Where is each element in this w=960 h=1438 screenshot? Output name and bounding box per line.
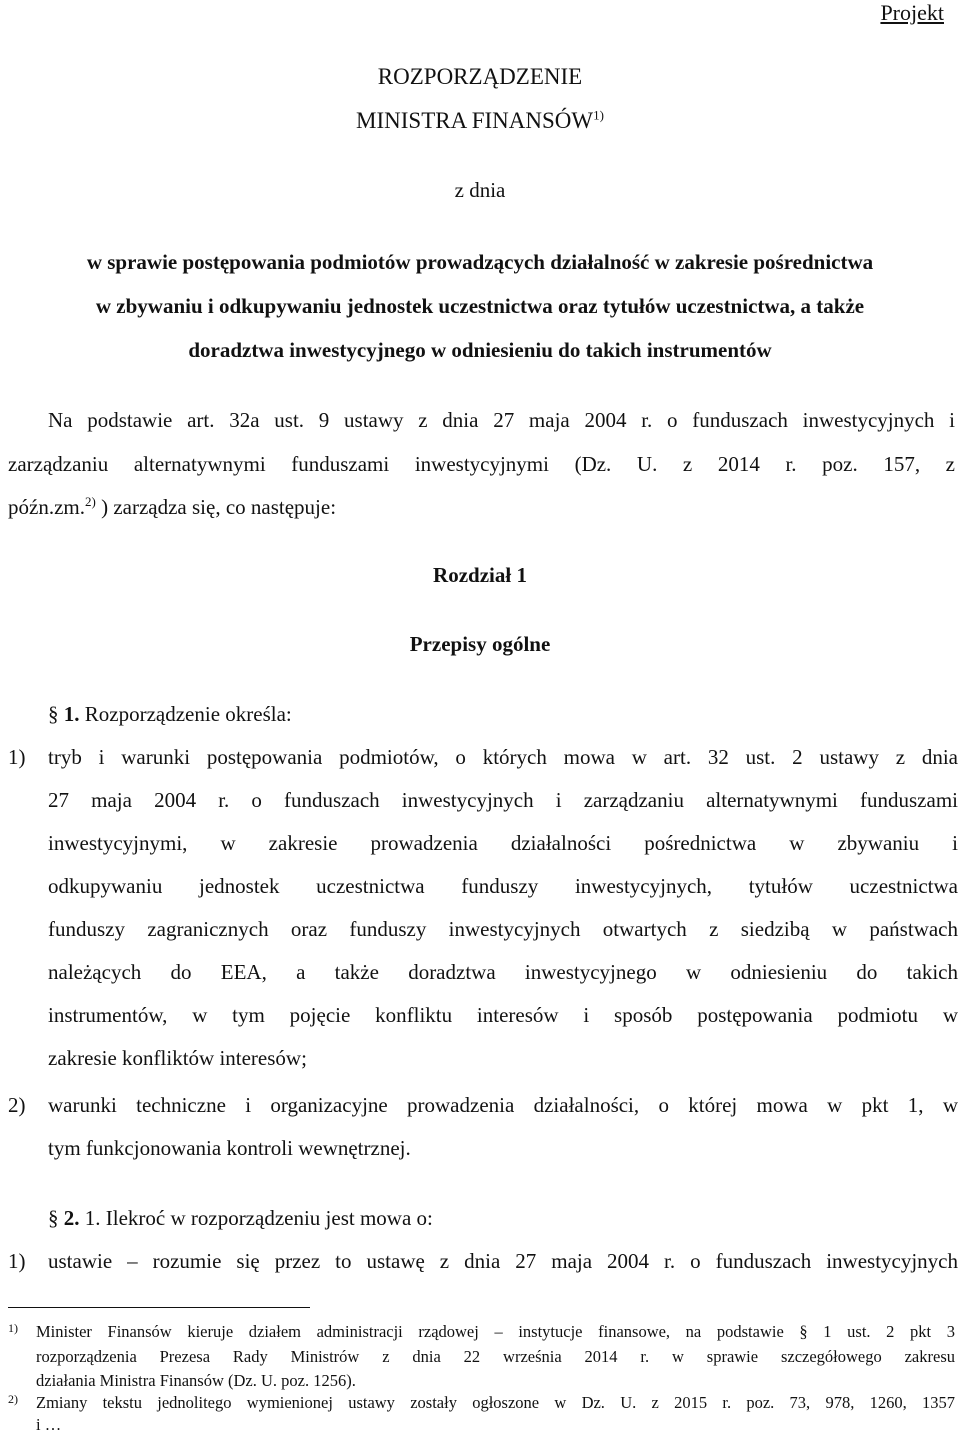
footnote-2-line-2: i … (36, 1415, 62, 1434)
item-1-line-7: instrumentów, w tym pojęcie konfliktu interesów i sposób postępowania podmiotu w (48, 1003, 958, 1027)
definition-1-number: 1) (8, 1249, 26, 1273)
basis-line-1: Na podstawie art. 32a ust. 9 ustawy z dnia 27 maja 2004 r. o funduszach inwestycyjnych i (48, 408, 955, 432)
paragraph-sign: § (48, 1206, 59, 1230)
paragraph-2-intro: 1. Ilekroć w rozporządzeniu jest mowa o: (84, 1206, 433, 1230)
footnote-separator (8, 1307, 310, 1308)
item-1-line-6: należących do EEA, a także doradztwa inwestycyjnego w odniesieniu do takich (48, 960, 958, 984)
chapter-title: Przepisy ogólne (409, 632, 551, 656)
footnote-1-line-2: rozporządzenia Prezesa Rady Ministrów z dnia 22 września 2014 r. w sprawie szczegółowego zakresu (36, 1347, 955, 1366)
basis-line-3 (8, 495, 955, 520)
subject-line-3: doradztwa inwestycyjnego w odniesieniu do takich instrumentów (188, 338, 772, 362)
basis-line-3-a: późn.zm. (8, 495, 85, 519)
item-2-line-1: warunki techniczne i organizacyjne prowadzenia działalności, o której mowa w pkt 1, w (48, 1093, 958, 1117)
basis-line-3-b: ) zarządza się, co następuje: (101, 495, 337, 519)
item-1-line-2: 27 maja 2004 r. o funduszach inwestycyjnych i zarządzaniu alternatywnymi funduszami (48, 788, 958, 812)
subject-line-2: w zbywaniu i odkupywaniu jednostek uczestnictwa oraz tytułów uczestnictwa, a także (95, 294, 865, 318)
footnote-1-line-3: działania Ministra Finansów (Dz. U. poz. 1256). (36, 1371, 356, 1390)
footnote-1-line-1: Minister Finansów kieruje działem administracji rządowej – instytucje finansowe, na podstawie § 1 ust. 2 pkt 3 (36, 1322, 955, 1341)
act-issuer (0, 108, 960, 134)
footnote-2-line-1: Zmiany tekstu jednolitego wymienionej ustawy zostały ogłoszone w Dz. U. z 2015 r. poz. 73, 978, 1260, 1357 (36, 1393, 955, 1412)
act-date: z dnia (454, 178, 506, 202)
footnote-ref-1: 1) (593, 107, 604, 123)
paragraph-1-intro: Rozporządzenie określa: (84, 702, 292, 726)
item-2-number: 2) (8, 1093, 26, 1117)
item-1-line-5: funduszy zagranicznych oraz funduszy inwestycyjnych otwartych z siedzibą w państwach (48, 917, 958, 941)
footnote-2-number: 2) (8, 1392, 18, 1406)
basis-line-2: zarządzaniu alternatywnymi funduszami inwestycyjnymi (Dz. U. z 2014 r. poz. 157, z (8, 452, 955, 476)
item-1-line-8: zakresie konfliktów interesów; (48, 1046, 307, 1070)
paragraph-sign: § (48, 702, 59, 726)
item-1-line-1: tryb i warunki postępowania podmiotów, o których mowa w art. 32 ust. 2 ustawy z dnia (48, 745, 958, 769)
paragraph-1-heading (48, 702, 292, 727)
chapter-number: Rozdział 1 (433, 563, 527, 587)
paragraph-1-label: 1. (63, 702, 80, 726)
definition-1-text: ustawie – rozumie się przez to ustawę z dnia 27 maja 2004 r. o funduszach inwestycyjnych (48, 1249, 958, 1273)
item-1-line-4: odkupywaniu jednostek uczestnictwa funduszy inwestycyjnych, tytułów uczestnictwa (48, 874, 958, 898)
paragraph-2-label: 2. (63, 1206, 80, 1230)
footnote-ref-2: 2) (84, 494, 96, 509)
item-2-line-2: tym funkcjonowania kontroli wewnętrznej. (48, 1136, 411, 1160)
act-type: ROZPORZĄDZENIE (377, 64, 583, 89)
paragraph-2-heading (48, 1206, 433, 1231)
subject-line-1: w sprawie postępowania podmiotów prowadzących działalność w zakresie pośrednictwa (86, 250, 874, 274)
item-1-number: 1) (8, 745, 26, 769)
footnote-1-number: 1) (8, 1321, 18, 1335)
item-1-line-3: inwestycyjnymi, w zakresie prowadzenia działalności pośrednictwa w zbywaniu i (48, 831, 958, 855)
act-issuer-text: MINISTRA FINANSÓW (356, 108, 594, 133)
projekt-label: Projekt (880, 0, 944, 25)
